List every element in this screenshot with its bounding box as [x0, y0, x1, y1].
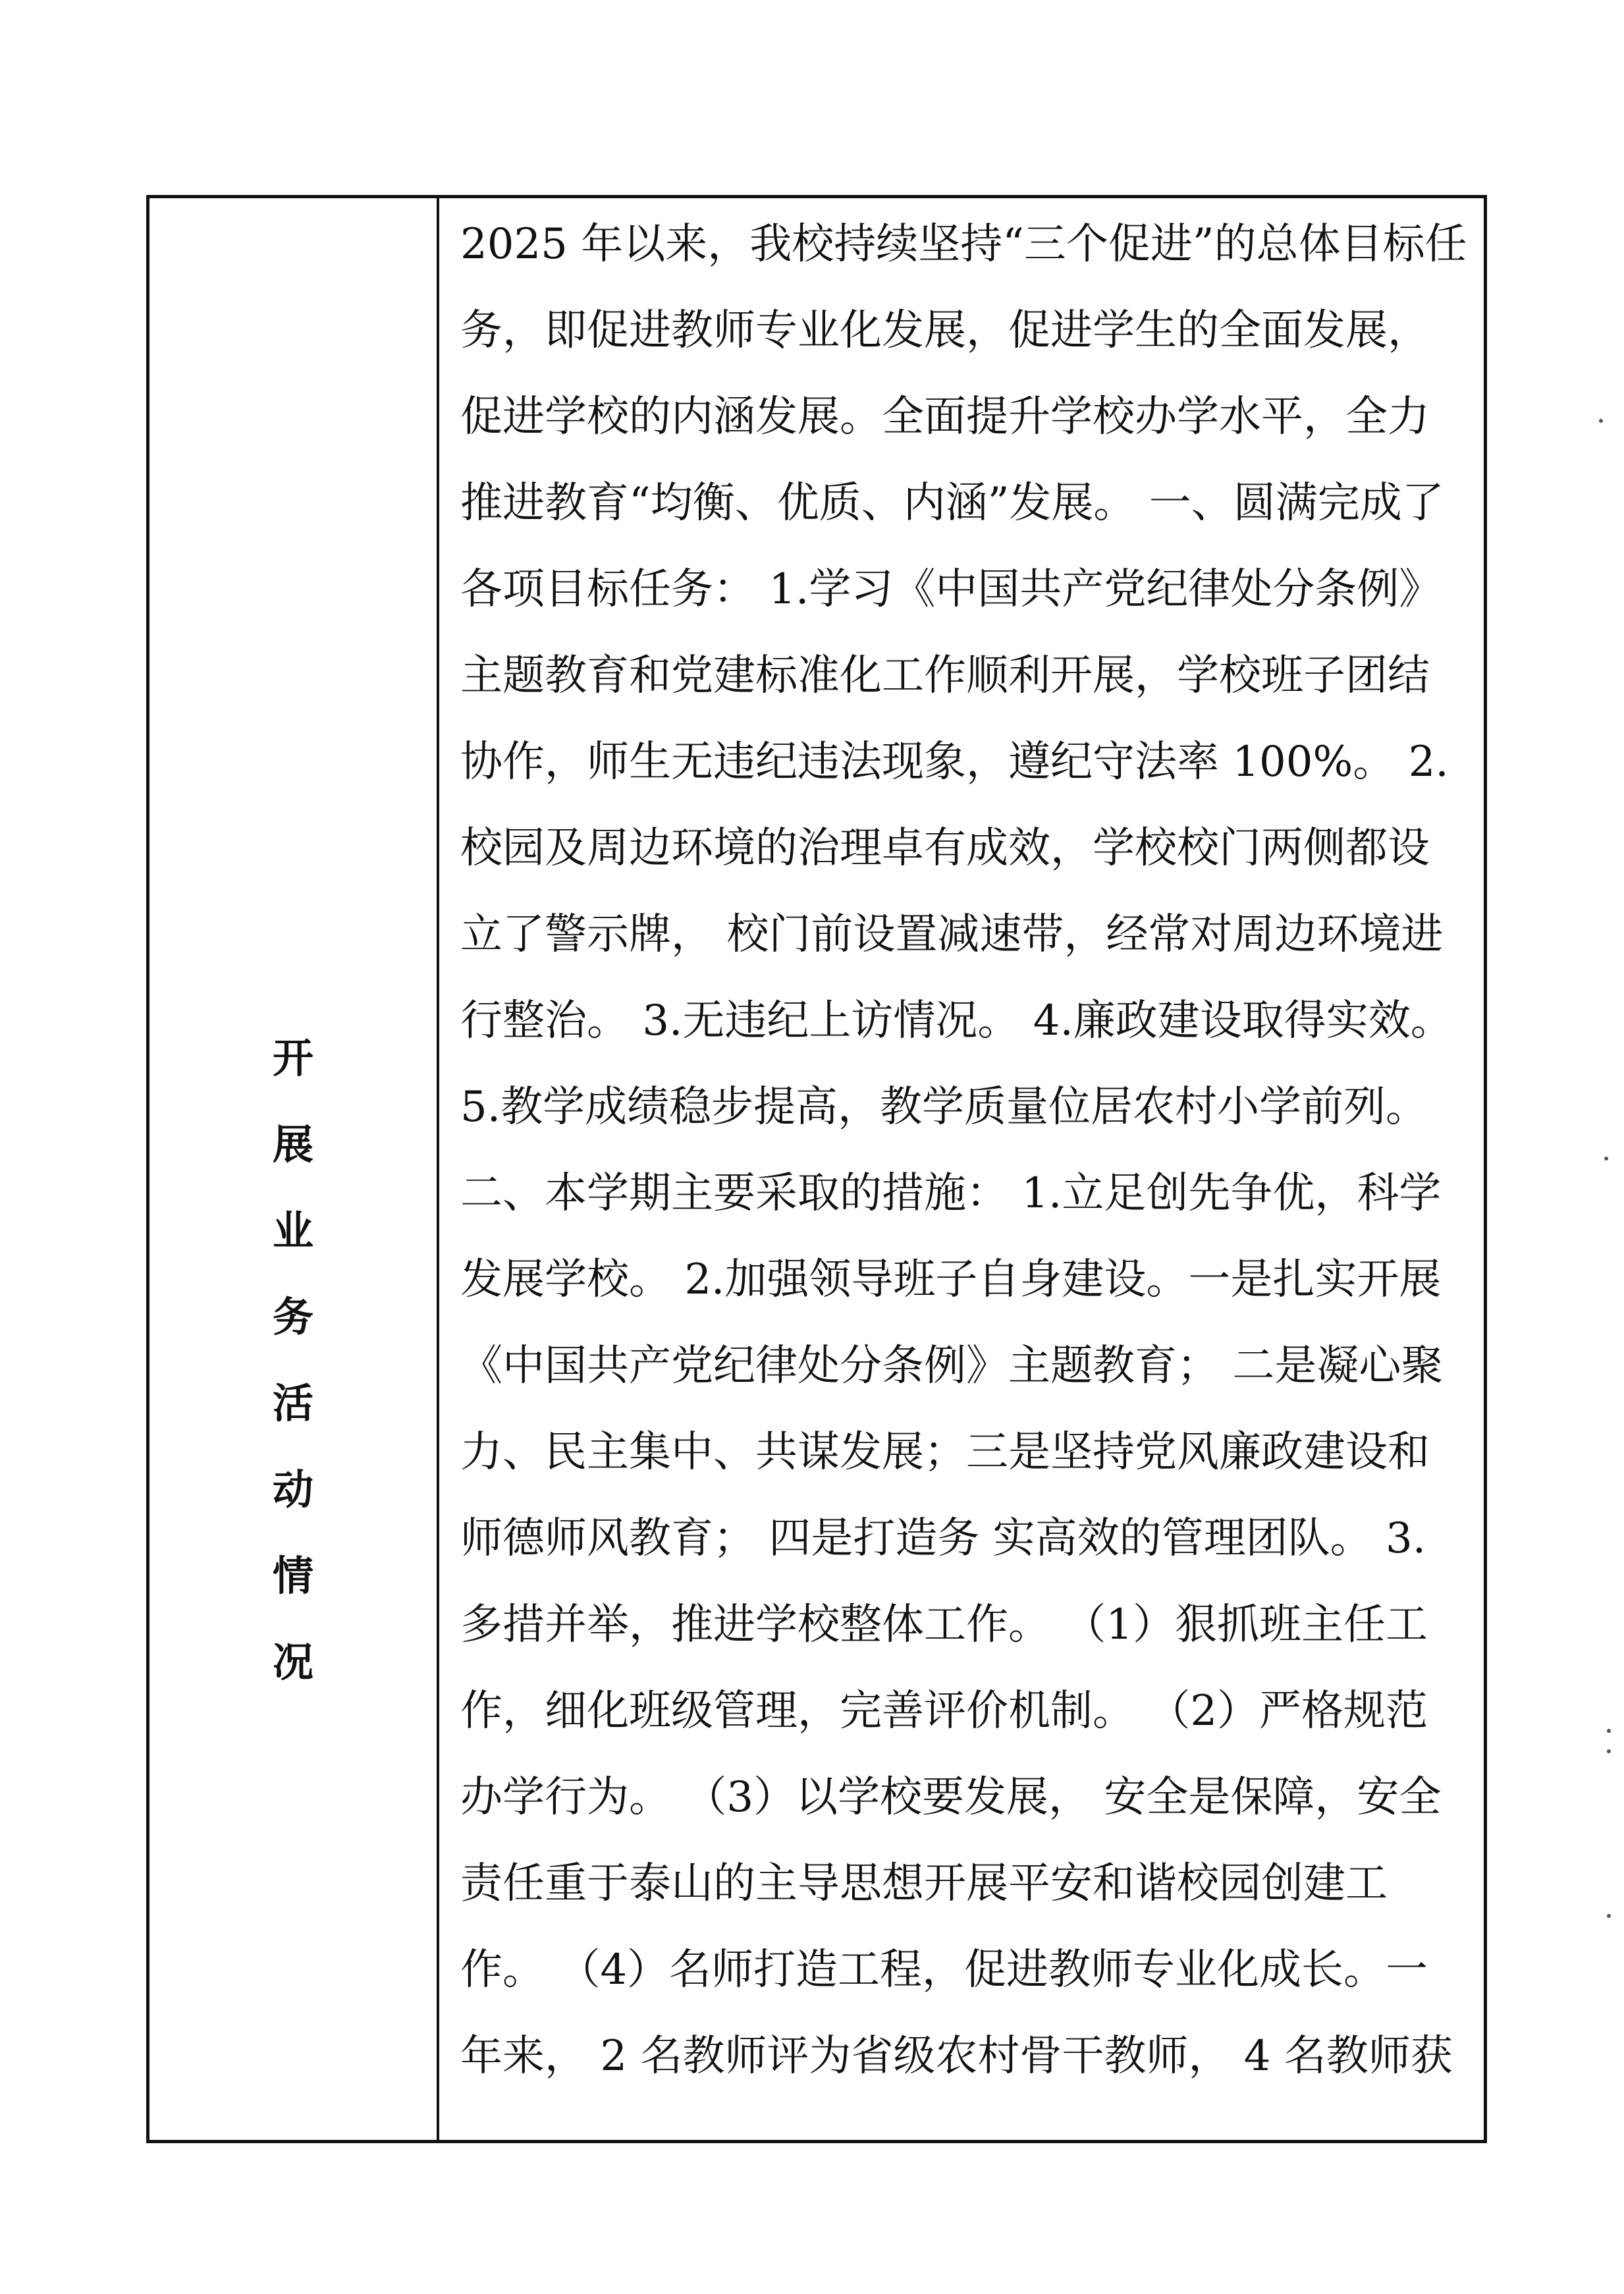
label-char: 活 — [272, 1379, 313, 1427]
content-line: 协作，师生无违纪违法现象，遵纪守法率 100%。 2. — [460, 738, 1449, 786]
label-char: 况 — [272, 1638, 313, 1686]
label-vertical-text — [149, 1015, 437, 1705]
content-line: 作，细化班级管理，完善评价机制。 （2）严格规范 — [460, 1687, 1428, 1735]
scan-speckle — [1599, 419, 1603, 423]
label-char: 动 — [272, 1465, 313, 1514]
content-line: 责任重于泰山的主导思想开展平安和谐校园创建工 — [460, 1859, 1388, 1908]
label-cell — [149, 198, 439, 2140]
content-line: 年来， 2 名教师评为省级农村骨干教师， 4 名教师获 — [460, 2032, 1453, 2081]
scan-speckle — [1607, 1729, 1611, 1733]
content-line: 多措并举，推进学校整体工作。 （1）狠抓班主任工 — [460, 1600, 1428, 1649]
label-char: 开 — [272, 1034, 313, 1082]
content-line: 立了警示牌， 校门前设置减速带，经常对周边环境进 — [460, 910, 1444, 959]
content-line: 2025 年以来，我校持续坚持“三个促进”的总体目标任 — [460, 220, 1467, 269]
content-line: 各项目标任务： 1.学习《中国共产党纪律处分条例》 — [460, 565, 1442, 614]
content-line: 5.教学成绩稳步提高，教学质量位居农村小学前列。 — [460, 1083, 1428, 1132]
content-line: 促进学校的内涵发展。全面提升学校办学水平，全力 — [460, 393, 1430, 441]
content-line: 作。 （4）名师打造工程，促进教师专业化成长。一 — [460, 1946, 1428, 1994]
content-line: 力、民主集中、共谋发展；三是坚持党风廉政建设和 — [460, 1428, 1430, 1477]
content-line: 《中国共产党纪律处分条例》主题教育； 二是凝心聚 — [460, 1342, 1444, 1390]
content-line: 办学行为。 （3）以学校要发展， 安全是保障，安全 — [460, 1773, 1442, 1822]
content-line: 师德师风教育； 四是打造务 实高效的管理团队。 3. — [460, 1514, 1426, 1563]
scan-speckle — [1607, 1914, 1611, 1918]
content-line: 二、本学期主要采取的措施： 1.立足创先争优，科学 — [460, 1169, 1442, 1218]
label-char: 展 — [272, 1120, 313, 1168]
content-cell — [439, 198, 1484, 2140]
label-char: 业 — [272, 1207, 313, 1255]
content-line: 校园及周边环境的治理卓有成效，学校校门两侧都设 — [460, 824, 1430, 873]
content-line: 主题教育和党建标准化工作顺利开展，学校班子团结 — [460, 651, 1430, 700]
content-line: 务，即促进教师专业化发展，促进学生的全面发展， — [460, 306, 1430, 355]
activity-report-table — [146, 195, 1487, 2143]
content-line: 发展学校。 2.加强领导班子自身建设。一是扎实开展 — [460, 1255, 1442, 1304]
label-char: 情 — [272, 1552, 313, 1600]
label-char: 务 — [272, 1293, 313, 1341]
scan-speckle — [1607, 1749, 1611, 1753]
content-line: 推进教育“均衡、优质、内涵”发展。 一、圆满完成了 — [460, 479, 1444, 528]
content-line: 行整治。 3.无违纪上访情况。 4.廉政建设取得实效。 — [460, 997, 1453, 1045]
scan-speckle — [1604, 1157, 1608, 1161]
